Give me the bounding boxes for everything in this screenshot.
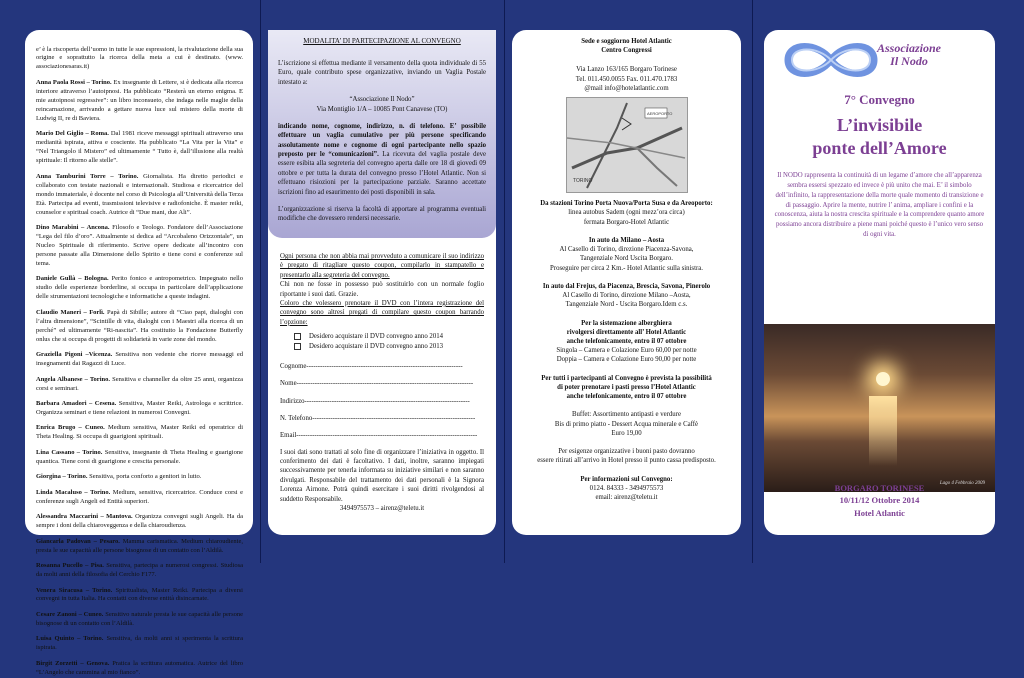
map-drawing [567, 98, 687, 192]
dvd-2014-label: Desidero acquistare il DVD convegno anno 2014 [309, 333, 444, 340]
milano-line-2: Tangenziale Nord Uscita Borgaro. [579, 255, 673, 263]
speaker-name: Lina Cassano – Torino. [36, 448, 103, 456]
speaker-paragraph [36, 473, 243, 482]
hotel-title-2: Centro Congressi [601, 47, 652, 55]
milano-line-1: Al Casello di Torino, direzione Piacenza-Savona, [559, 246, 694, 254]
panel-participation [268, 30, 496, 535]
fold-line-3 [752, 0, 753, 563]
single-room-price: Singola – Camera e Colazione Euro 60,00 per notte [556, 347, 697, 355]
buffet-line-2: Bis di primo piatto - Dessert Acqua minerale e Caffè [554, 420, 699, 428]
logistics-text [512, 30, 741, 502]
buffet-line-1: Buffet: Assortimento antipasti e verdure [572, 411, 681, 419]
speaker-name: Giancarla Padovan – Pesaro. [36, 537, 120, 545]
speaker-name: Cesare Zanoni – Cuneo. [36, 610, 104, 618]
speaker-bio: Pratica la scrittura automatica. Autrice del libro “L’Angelo che cammina al mio fianco”. [36, 659, 243, 676]
speaker-name: Alessandra Maccarini – Mantova. [36, 513, 133, 521]
speaker-paragraph [36, 635, 243, 653]
event-description: Il NODO rappresenta la continuità di un legame d’amore che all’apparenza sembra essersi spezzato ed invece è più unito che mai. E’ il simbolo dell’infinito, la rappresentazione della morte quale momento di transizione e di passaggio. Aprire la mente, nutrire l’ anima, ampliare i confini e la conoscenza, aiuta la nostra crescita spirituale e la comprendere quanto amore possiamo ancora distribuire a piene mani poiché questo è l’unico vero senso di ogni vita. [774, 172, 985, 239]
speaker-paragraph [36, 611, 243, 629]
lodging-title-1: Per la sistemazione alberghiera [581, 319, 672, 327]
lodging-title-3: anche telefonicamente, entro il 07 ottobre [566, 337, 687, 345]
panel-cover [764, 30, 995, 535]
speaker-name: Dino Marabini – Ancona. [36, 223, 110, 231]
speaker-name: Enrica Brugo – Cuneo. [36, 424, 105, 432]
map-label-torino: TORINO [572, 178, 592, 185]
meals-title-1: Per tutti i partecipanti al Convegno è prevista la possibilità [541, 374, 712, 382]
speaker-name: Daniele Gullà – Bologna. [36, 275, 109, 283]
fold-line-2 [504, 0, 505, 563]
milano-line-3: Proseguire per circa 2 Km.- Hotel Atlantic sulla sinistra. [550, 264, 703, 272]
speaker-paragraph [36, 376, 243, 394]
association-logo [764, 30, 995, 78]
speaker-name: Graziella Pigoni –Vicenza. [36, 351, 113, 359]
speaker-name: Rosanna Pucello – Pisa. [36, 562, 104, 570]
speaker-paragraph [36, 130, 243, 166]
dvd-intro: Coloro che volessero prenotare il DVD con l’intera registrazione del convegno sono altresì pregati di compilare questo coupon barrando l’opzione: [280, 299, 484, 326]
association-name-2: Il Nodo [890, 54, 928, 69]
coupon-note: Chi non ne fosse in possesso può sostituirlo con un normale foglio riportante i suoi dati. Grazie. [280, 281, 484, 298]
info-title: Per informazioni sul Convegno: [580, 475, 673, 483]
frejus-title: In auto dal Frejus, da Piacenza, Brescia, Savona, Pinerolo [542, 282, 711, 290]
speaker-paragraph [36, 660, 243, 678]
stations-line-2: fermata Borgaro-Hotel Atlantic [583, 218, 670, 226]
indirizzo-field[interactable]: Indirizzo------------------------------------------------------------------------- [280, 397, 470, 405]
speaker-bio: Mamma carismatica. Medium chiaroudiente, presta le sue capacità alle persone bisognose di un contatto con l’Aldilà. [36, 537, 244, 554]
speaker-name: Claudio Maneri – Forlì. [36, 308, 105, 316]
lodging-title-2: rivolgersi direttamente all’ Hotel Atlantic [566, 328, 687, 336]
event-title-2: ponte dell’Amore [812, 137, 947, 158]
participation-text-2 [278, 122, 486, 197]
speaker-bio: Perito fonico e antropometrico. Impegnato nello studio delle esperienze borderline, si occupa in particolare dell’applicazione delle strumentazioni tecnologiche e informatiche a queste indagini. [36, 275, 243, 301]
speaker-name: Anna Paola Rossi – Torino. [36, 78, 112, 86]
speaker-bio: e’ è la riscoperta dell’uomo in tutte le sue espressioni, la rivalutazione della sua origine e soprattutto la ricerca della meta a cui è destinato. (www. associazionesaras.it) [36, 45, 243, 71]
dvd-2014-option[interactable] [294, 332, 484, 341]
speaker-bio: Dal 1981 riceve messaggi spirituali attraverso una medianità ispirata, attiva e cosciente. Ha pubblicato “La Vita per la Vita” e “Nel Triangolo il Mistero” ed ultimamente “ Tutto è, dall’illusione alla realtà spirituale: Il ritorno alle stelle”. [36, 130, 243, 165]
speaker-bio: Sensitiva, partecipa a numerosi congressi. Studiosa da molti anni della filosofia del Cerchio F177. [36, 562, 243, 579]
addressee-address: Via Montiglio 1/A – 10085 Pont Canavese (TO) [316, 105, 448, 113]
speaker-bio: Medium sensitiva, Master Reiki ed operatrice di Theta Healing. Si occupa di guarigioni spirituali. [36, 424, 244, 441]
event-city: BORGARO TORINESE [834, 483, 925, 493]
meals-title-2: di poter prenotare i pasti presso l’Hotel Atlantic [557, 383, 696, 391]
dvd-2013-label: Desidero acquistare il DVD convegno anno 2013 [309, 343, 444, 351]
event-venue: Hotel Atlantic [854, 507, 905, 518]
speaker-paragraph [36, 351, 243, 369]
association-name [877, 42, 941, 68]
speaker-paragraph [36, 513, 243, 531]
infinity-knot-icon [776, 34, 886, 82]
frejus-line-1: Al Casello di Torino, direzione Milano –Aosta, [562, 292, 691, 300]
hotel-phone: Tel. 011.450.0055 Fax. 011.470.1783 [575, 75, 678, 83]
speaker-name: Venera Siracusa – Torino. [36, 586, 113, 594]
cognome-field[interactable]: Cognome--------------------------------------------------------------------- [280, 362, 463, 370]
location-map [566, 97, 688, 193]
speaker-bio: Sensitiva, da molti anni si sperimenta la scrittura ispirata. [36, 635, 243, 652]
speaker-paragraph [36, 173, 243, 218]
addressee: “Associazione Il Nodo” [349, 96, 415, 104]
speaker-bio: Filosofo e Teologo. Fondatore dell’Associazione “Lega del filo d’oro”. Attualmente si dedica ad “Arcobaleno Orizzontale”, un Nucleo Spirituale di riferimento. Scrive opere dedicate all’incontro con persone passate alla Dimensione dello Spirito e tiene corsi e conferenze sul tema. [36, 223, 243, 267]
privacy-text: I suoi dati sono trattati al solo fine di organizzare l’iniziativa in oggetto. Il conferimento dei dati è facoltativo. I dati, inoltre, saranno impiegati successivamente per tenerla informata su iniziative similari e non saranno divulgati. Responsabile del trattamento dei dati personali è la Signora Lorenza Airnone. Potrà quindi esercitare i suoi diritti rivolgendosi al suddetto Responsabile. [280, 448, 484, 503]
dvd-2013-option[interactable] [294, 342, 484, 351]
speakers-list [25, 30, 253, 678]
participation-text-1: L’iscrizione si effettua mediante il versamento della quota individuale di 55 Euro, quale contributo spese organizzative, inviando un Vaglia Postale intestato a: [278, 60, 486, 86]
coupon-intro: Ogni persona che non abbia mai provveduto a comunicare il suo indirizzo è pregato di ritagliare questo coupon, compilarlo in stampatello e presentarlo alla segreteria del convegno. [280, 253, 484, 279]
speaker-paragraph [36, 224, 243, 269]
association-name-1: Associazione [877, 41, 942, 55]
fold-line-1 [260, 0, 261, 563]
speaker-bio: Giornalista. Ha diretto periodici e collaborato con testate nazionali e internazionali. Studiosa e ricercatrice del mondo immateriale, è docente nel corso di Psicologia all’Università della Terza Età. Partecipa ad eventi, trasmissioni televisive e radiofoniche. È master reiki, counselor e spiritual coach. Autrice di “Due mani, due Ali”. [36, 172, 243, 216]
event-footer [764, 482, 995, 519]
speaker-bio: Organizza convegni sugli Angeli. Ha da sempre i doni della chiaroveggenza e della chiaroudienza. [36, 513, 243, 530]
participation-title: MODALITA’ DI PARTECIPAZIONE AL CONVEGNO [303, 37, 461, 45]
speaker-bio: Papà di Sibille; autore di “Ciao papi, dialoghi con l’altra dimensione”, “Scintille di vita, dialoghi con i Maestri alla ricerca di un perché” ed ultimamente “Ri-nascita”. Ha costituito la Fondazione Butterfly onlus che si occupa di progetti di solidarietà in varie zone del mondo. [36, 308, 243, 343]
nome-field[interactable]: Nome------------------------------------------------------------------------------ [280, 380, 474, 388]
participation-text-3: L’organizzazione si riserva la facoltà di apportare al programma eventuali modifiche che dovessero rendersi necessarie. [278, 205, 486, 223]
speaker-bio: Sensitiva, insegnante di Theta Healing e guarigione quantica. Tiene corsi di guarigione e crescita personale. [36, 448, 243, 465]
speaker-name: Luisa Quinto – Torino. [36, 635, 104, 643]
speaker-name: Giorgina – Torino. [36, 473, 88, 481]
speaker-paragraph [36, 562, 243, 580]
buffet-price: Euro 19,00 [611, 429, 642, 437]
info-email: email: airenz@teletu.it [595, 494, 658, 502]
stations-line-1: linea autobus Sadem (ogni mezz’ora circa) [568, 209, 685, 217]
participation-box [268, 30, 496, 238]
participation-text-2-rest: La ricevuta del vaglia postale deve essere esibita alla segreteria del convegno aperta dalle ore 18 di giovedì 09 ottobre e per tutta la durata del convegno presso l’Hotel Atlantic. Non si effettuano risiozioni per la partecipazione parziale. Saranno accettate iscrizioni fino ad esaurimento dei posti disponibili in sala. [278, 151, 487, 196]
speaker-paragraph [36, 400, 243, 418]
checkbox-icon[interactable] [294, 333, 301, 340]
stations-title: Da stazioni Torino Porta Nuova/Porta Susa e da Areoporto: [540, 200, 713, 208]
event-edition: 7° Convegno [844, 92, 915, 107]
speaker-name: Mario Del Giglio – Roma. [36, 130, 109, 138]
sunset-photo [764, 324, 995, 492]
sun-reflection [869, 396, 897, 466]
hotel-address: Via Lanzo 163/165 Borgaro Torinese [576, 66, 677, 74]
speaker-paragraph [36, 424, 243, 442]
email-field[interactable]: Email-------------------------------------------------------------------------------- [280, 432, 478, 440]
participation-text-2-bold: indicando nome, cognome, indirizzo, n. di telefono. E’ possibile effettuare un vaglia cumulativo per più persone specificando assolutamente nome e cognome di ogni partecipante nello spazio preposto per le “comunicazioni”. [278, 122, 486, 158]
event-title-1: L’invisibile [836, 115, 923, 135]
speaker-paragraph [36, 309, 243, 345]
panel-logistics [512, 30, 741, 535]
hotel-title-1: Sede e soggiorno Hotel Atlantic [581, 38, 672, 45]
coupon-section [268, 238, 496, 513]
speaker-bio: Sensitiva, porta conforto a genitori in lutto. [87, 473, 202, 481]
speaker-bio: Sensitiva, Master Reiki, Astrologa e scrittrice. Organizza seminari e tiene relazioni in numerosi Convegni. [36, 399, 243, 416]
speaker-bio: Spiritualista, Master Reiki. Partecipa a diversi convegni in tutta Italia. Ha contatti con diverse entità disincarnate. [36, 586, 243, 603]
info-phone: 0124. 84333 - 3494975573 [589, 484, 664, 492]
speaker-bio: Sensitiva e channeller da oltre 25 anni, organizza corsi e seminari. [36, 375, 243, 392]
meal-voucher-line-1: Per esigenze organizzative i buoni pasto dovranno [558, 448, 695, 456]
speaker-name: Barbara Amadori – Cesena. [36, 399, 117, 407]
speaker-paragraph [36, 587, 243, 605]
speaker-bio: Sensitiva non vedente che riceve messaggi ed insegnamenti dai Ragazzi di Luce. [36, 351, 243, 368]
meals-title-3: anche telefonicamente, entro il 07 ottobre [566, 393, 687, 401]
speaker-name: Linda Macaluso – Torino. [36, 488, 111, 496]
milano-title: In auto da Milano – Aosta [588, 236, 665, 244]
speaker-paragraph [36, 489, 243, 507]
privacy-contact: 3494975573 – airenz@teletu.it [339, 504, 425, 512]
photo-credit: Lago 4 Febbraio 2009 [939, 481, 985, 486]
event-dates: 10/11/12 Ottobre 2014 [839, 495, 920, 506]
hotel-email: @mail info@hotelatlantic.com [584, 84, 669, 92]
speaker-name: Anna Tamburini Torre – Torino. [36, 172, 139, 180]
speaker-paragraph [36, 79, 243, 124]
checkbox-icon[interactable] [294, 343, 301, 350]
speaker-name: Angela Albanese – Torino. [36, 375, 110, 383]
telefono-field[interactable]: N. Telefono------------------------------------------------------------------------ [280, 414, 476, 422]
frejus-line-2: Tangenziale Nord - Uscita Borgaro.Idem c.s. [565, 301, 688, 309]
meal-voucher-line-2: essere ritirati all’arrivo in Hotel presso il punto cassa predisposto. [537, 457, 716, 465]
speaker-paragraph [36, 46, 243, 73]
speaker-paragraph [36, 275, 243, 302]
panel-speakers [25, 30, 253, 676]
event-heading [764, 92, 995, 159]
map-label-aeroporto: AEROPORTO [646, 111, 672, 117]
speaker-paragraph [36, 538, 243, 556]
speaker-name: Birgit Zorzetti – Genova. [36, 659, 110, 667]
speaker-bio: Ex insegnante di Lettere, si è dedicata alla ricerca interiore attraverso l’autoipnosi. Ha pubblicato “Resterà un eterno enigma. E mie autoipnosi regressive”: un libro inconsueto, che indaga nelle maglie della reincarnazione, arrivando a gettare nuova luce sul mistero della morte di Ludwig II, re di Baviera. [36, 78, 244, 122]
speaker-paragraph [36, 449, 243, 467]
sun-icon [876, 372, 890, 386]
speaker-bio: Medium, sensitiva, ricercatrice. Conduce corsi e conferenze sugli Angeli ed Entità superiori. [36, 488, 243, 505]
speaker-bio: Sensitivo naturale presta le sue capacità alle persone bisognose di un contatto con l’Aldilà. [36, 610, 243, 627]
double-room-price: Doppia – Camera e Colazione Euro 90,00 per notte [556, 356, 697, 364]
